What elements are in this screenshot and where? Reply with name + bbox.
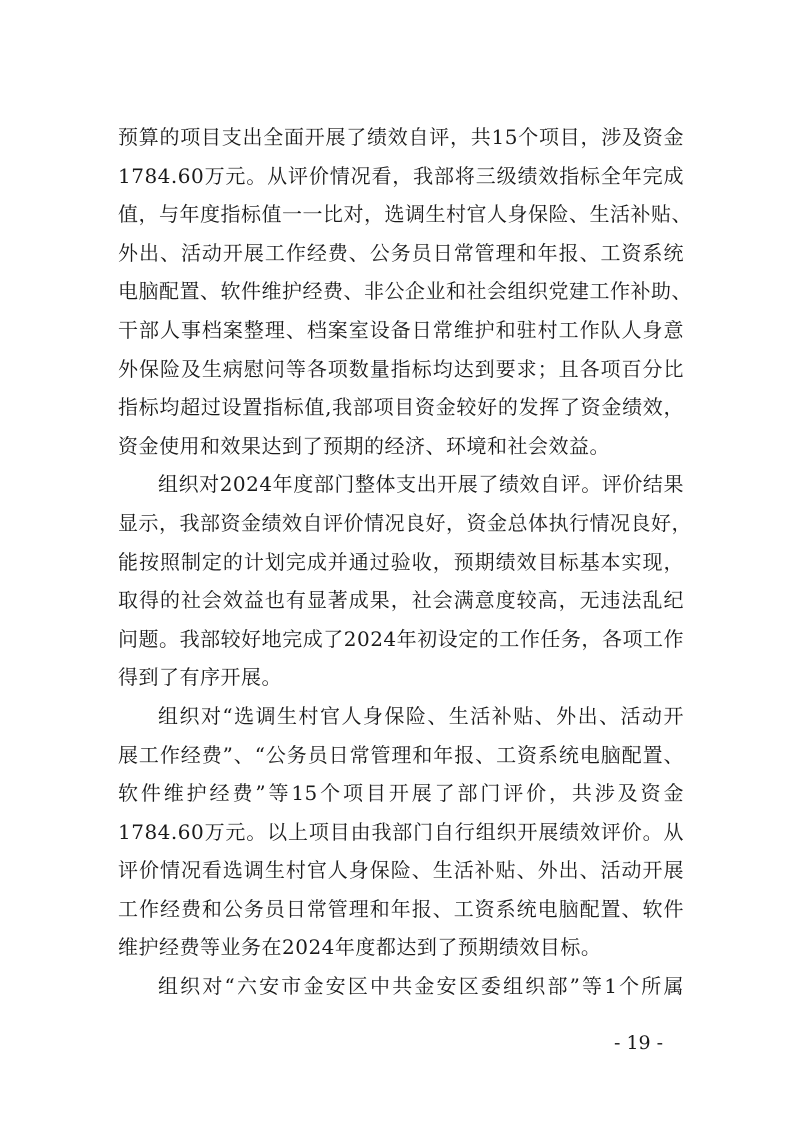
text-line: 软件维护经费”等15个项目开展了部门评价，共涉及资金 — [118, 781, 684, 806]
body-text — [118, 118, 692, 1006]
text-line: 电脑配置、软件维护经费、非公企业和社会组织党建工作补助、 — [118, 279, 692, 304]
page-number: - 19 - — [614, 1032, 664, 1054]
paragraph-3 — [118, 697, 684, 967]
text-line: 组织对“六安市金安区中共金安区委组织部”等1个所属 — [158, 974, 684, 999]
text-line: 1784.60万元。从评价情况看，我部将三级绩效指标全年完成 — [118, 163, 684, 188]
text-line: 预算的项目支出全面开展了绩效自评，共15个项目，涉及资金 — [118, 125, 684, 149]
paragraph-4 — [118, 967, 684, 1006]
text-line: 外出、活动开展工作经费、公务员日常管理和年报、工资系统 — [118, 240, 684, 265]
text-line: 能按照制定的计划完成并通过验收，预期绩效目标基本实现， — [118, 549, 684, 574]
text-line: 1784.60万元。以上项目由我部门自行组织开展绩效评价。从 — [118, 819, 684, 844]
text-line: 值，与年度指标值一一比对，选调生村官人身保险、生活补贴、 — [118, 202, 692, 227]
text-line: 显示，我部资金绩效自评价情况良好，资金总体执行情况良好， — [118, 510, 692, 535]
text-line: 展工作经费”、“公务员日常管理和年报、工资系统电脑配置、 — [118, 742, 684, 767]
text-line: 工作经费和公务员日常管理和年报、工资系统电脑配置、软件 — [118, 896, 684, 921]
text-line: 外保险及生病慰问等各项数量指标均达到要求；且各项百分比 — [118, 356, 684, 381]
text-line: 资金使用和效果达到了预期的经济、环境和社会效益。 — [118, 433, 610, 458]
text-line: 取得的社会效益也有显著成果，社会满意度较高，无违法乱纪 — [118, 588, 684, 613]
text-line: 指标均超过设置指标值,我部项目资金较好的发挥了资金绩效， — [118, 395, 684, 420]
text-line: 组织对2024年度部门整体支出开展了绩效自评。评价结果 — [158, 472, 684, 497]
text-line: 得到了有序开展。 — [118, 665, 282, 690]
text-line: 维护经费等业务在2024年度都达到了预期绩效目标。 — [118, 935, 602, 960]
text-line: 组织对“选调生村官人身保险、生活补贴、外出、活动开 — [158, 703, 684, 728]
text-line: 评价情况看选调生村官人身保险、生活补贴、外出、活动开展 — [118, 858, 684, 883]
paragraph-1 — [118, 118, 692, 465]
paragraph-2 — [118, 465, 692, 697]
text-line: 问题。我部较好地完成了2024年初设定的工作任务，各项工作 — [118, 626, 684, 651]
text-line: 干部人事档案整理、档案室设备日常维护和驻村工作队人身意 — [118, 317, 684, 342]
